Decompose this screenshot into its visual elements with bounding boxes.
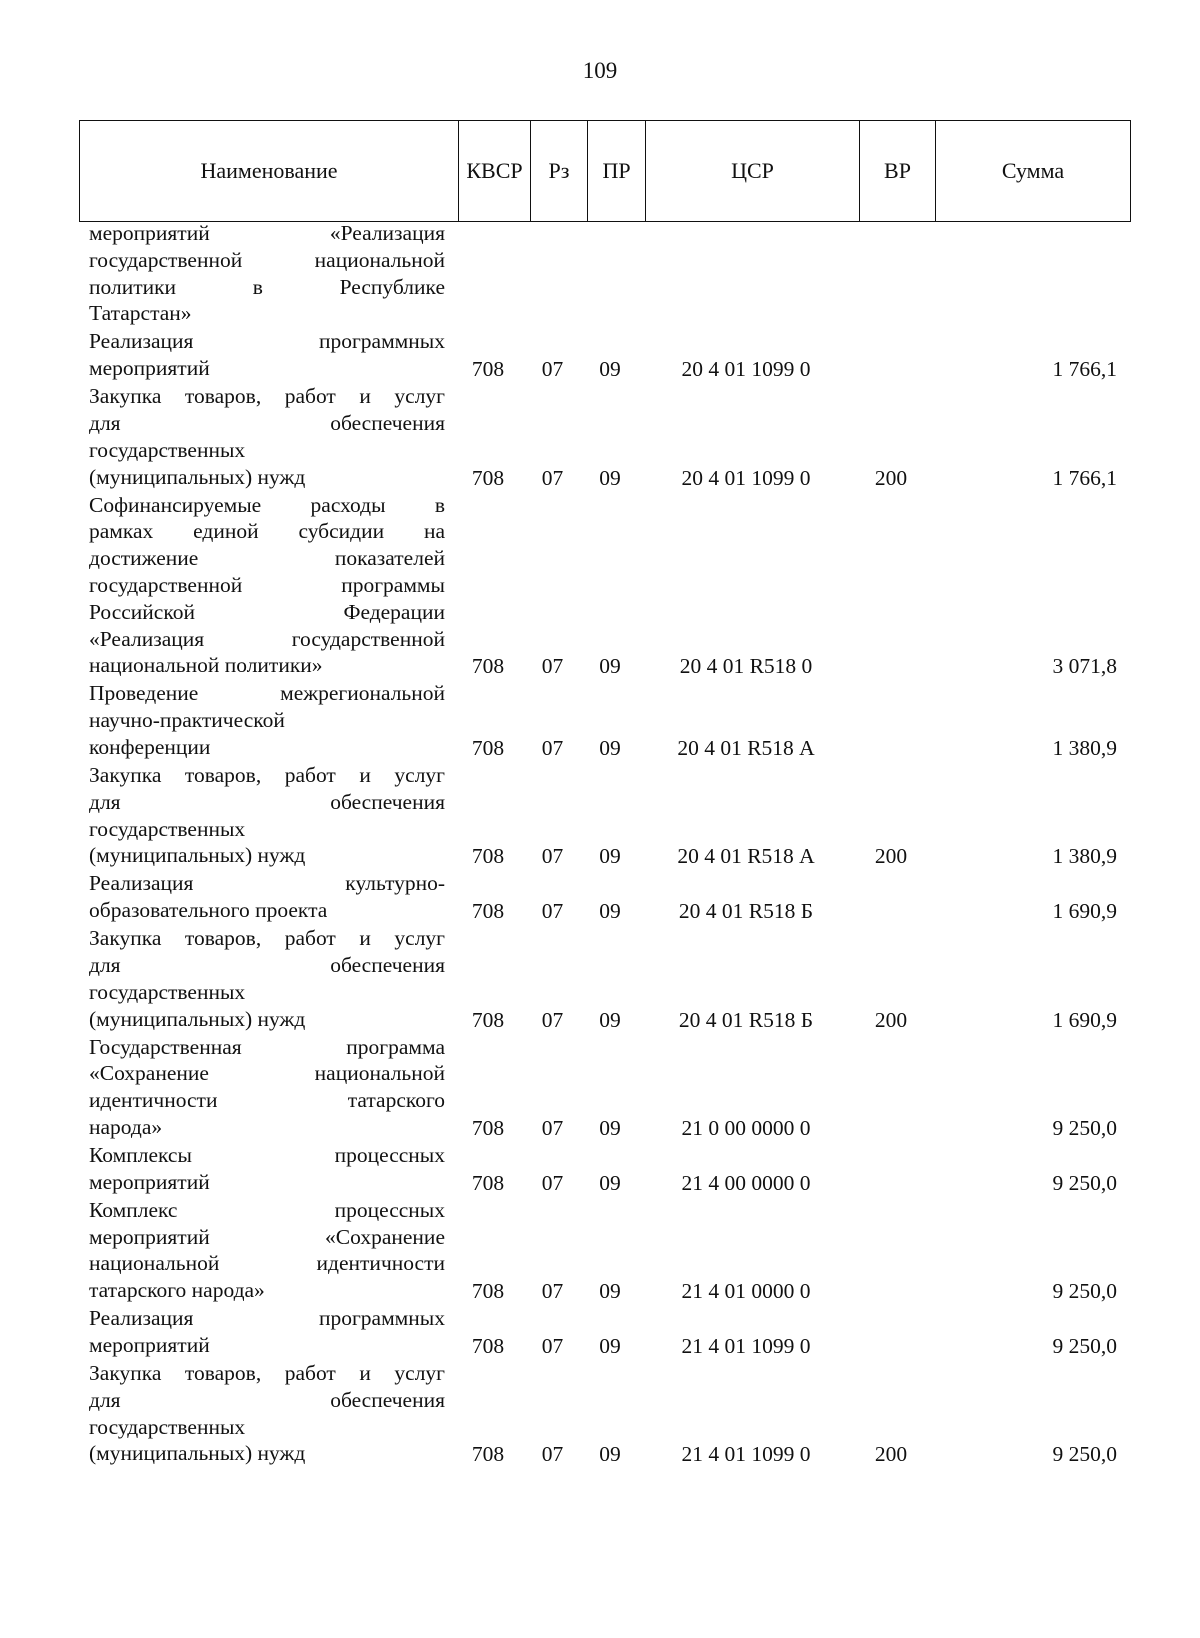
row-name-line: народа» bbox=[89, 1114, 163, 1139]
row-pr: 09 bbox=[599, 654, 621, 679]
row-kvsr: 708 bbox=[471, 1333, 505, 1358]
row-csr: 21 4 01 1099 0 bbox=[681, 1333, 811, 1358]
row-name-line: для обеспечения bbox=[89, 952, 445, 977]
header-csr: ЦСР bbox=[646, 121, 860, 221]
row-name-line: национальной идентичности bbox=[89, 1251, 445, 1276]
row-name-line: Закупка товаров, работ и услуг bbox=[89, 1361, 445, 1385]
row-name-line: «Реализация государственной bbox=[89, 626, 445, 651]
row-name-line: (муниципальных) нужд bbox=[89, 1006, 306, 1031]
row-name-line: мероприятий bbox=[89, 356, 210, 381]
row-pr: 09 bbox=[599, 1115, 621, 1140]
row-name-line: Закупка товаров, работ и услуг bbox=[89, 926, 445, 951]
row-vr: 200 bbox=[874, 1442, 908, 1467]
row-sum: 9 250,0 bbox=[1052, 1170, 1117, 1195]
row-name-line: Проведение межрегиональной bbox=[89, 681, 445, 706]
row-name-line: мероприятий bbox=[89, 1169, 210, 1194]
row-sum: 9 250,0 bbox=[1052, 1279, 1117, 1304]
row-sum: 9 250,0 bbox=[1052, 1115, 1117, 1140]
row-csr: 20 4 01 1099 0 bbox=[681, 465, 811, 490]
row-rz: 07 bbox=[541, 1007, 564, 1032]
header-kvsr: КВСР bbox=[459, 121, 531, 221]
row-name bbox=[89, 383, 445, 490]
row-pr: 09 bbox=[599, 357, 621, 382]
row-pr: 09 bbox=[599, 844, 621, 869]
row-kvsr: 708 bbox=[471, 1007, 505, 1032]
row-name bbox=[89, 1305, 445, 1359]
row-kvsr: 708 bbox=[471, 899, 505, 924]
row-sum: 1 766,1 bbox=[1052, 357, 1117, 382]
row-vr: 200 bbox=[874, 844, 908, 869]
row-name-line: национальной политики» bbox=[89, 653, 323, 678]
row-csr: 20 4 01 R518 0 bbox=[679, 654, 813, 679]
row-name-line: Государственная программа bbox=[89, 1034, 445, 1059]
row-rz: 07 bbox=[541, 1279, 564, 1304]
row-name bbox=[89, 1360, 445, 1467]
row-kvsr: 708 bbox=[471, 1170, 505, 1195]
row-csr: 20 4 01 R518 Б bbox=[678, 1007, 814, 1032]
row-name-line: государственных bbox=[89, 979, 246, 1004]
row-vr: 200 bbox=[874, 465, 908, 490]
row-csr: 20 4 01 R518 А bbox=[677, 844, 815, 869]
row-name bbox=[89, 220, 445, 327]
row-kvsr: 708 bbox=[471, 465, 505, 490]
row-kvsr: 708 bbox=[471, 1442, 505, 1467]
row-name-line: Татарстан» bbox=[89, 301, 192, 326]
row-name bbox=[89, 870, 445, 924]
row-sum: 1 380,9 bbox=[1052, 735, 1117, 760]
row-name-line: для обеспечения bbox=[89, 410, 445, 435]
row-rz: 07 bbox=[541, 735, 564, 760]
row-name-line: государственных bbox=[89, 1414, 246, 1439]
row-rz: 07 bbox=[541, 465, 564, 490]
row-sum: 1 690,9 bbox=[1052, 1007, 1117, 1032]
row-name-line: Реализация программных bbox=[89, 1306, 445, 1331]
row-pr: 09 bbox=[599, 899, 621, 924]
row-name-line: (муниципальных) нужд bbox=[89, 1441, 306, 1466]
row-name bbox=[89, 925, 445, 1032]
row-csr: 21 4 00 0000 0 bbox=[681, 1170, 811, 1195]
row-name-line: Реализация программных bbox=[89, 329, 445, 354]
row-name-line: государственных bbox=[89, 816, 246, 841]
row-pr: 09 bbox=[599, 465, 621, 490]
row-name-line: идентичности татарского bbox=[89, 1088, 445, 1113]
row-name-line: государственных bbox=[89, 437, 246, 462]
row-sum: 1 690,9 bbox=[1052, 899, 1117, 924]
row-name-line: государственной национальной bbox=[89, 247, 445, 272]
row-name-line: для обеспечения bbox=[89, 789, 445, 814]
row-csr: 20 4 01 R518 А bbox=[677, 735, 815, 760]
row-kvsr: 708 bbox=[471, 735, 505, 760]
row-name-line: мероприятий bbox=[89, 1332, 210, 1357]
header-pr: ПР bbox=[588, 121, 646, 221]
row-csr: 21 4 01 0000 0 bbox=[681, 1279, 811, 1304]
row-rz: 07 bbox=[541, 654, 564, 679]
row-pr: 09 bbox=[599, 1442, 621, 1467]
row-kvsr: 708 bbox=[471, 1279, 505, 1304]
row-pr: 09 bbox=[599, 1170, 621, 1195]
row-name-line: Реализация культурно- bbox=[89, 871, 445, 896]
row-csr: 21 4 01 1099 0 bbox=[681, 1442, 811, 1467]
row-name bbox=[89, 680, 445, 760]
row-kvsr: 708 bbox=[471, 1115, 505, 1140]
row-rz: 07 bbox=[541, 899, 564, 924]
row-sum: 3 071,8 bbox=[1052, 654, 1117, 679]
header-name: Наименование bbox=[80, 121, 459, 221]
row-name-line: Софинансируемые расходы в bbox=[89, 492, 445, 517]
row-sum: 9 250,0 bbox=[1052, 1333, 1117, 1358]
row-name-line: научно-практической bbox=[89, 708, 285, 733]
row-name bbox=[89, 328, 445, 382]
row-kvsr: 708 bbox=[471, 357, 505, 382]
page-number: 109 bbox=[582, 58, 618, 83]
row-csr: 21 0 00 0000 0 bbox=[681, 1115, 811, 1140]
row-name bbox=[89, 1197, 445, 1304]
row-rz: 07 bbox=[541, 357, 564, 382]
row-name-line: для обеспечения bbox=[89, 1387, 445, 1412]
row-pr: 09 bbox=[599, 1279, 621, 1304]
row-rz: 07 bbox=[541, 1170, 564, 1195]
row-name-line: образовательного проекта bbox=[89, 898, 328, 923]
row-name bbox=[89, 1034, 445, 1141]
row-kvsr: 708 bbox=[471, 654, 505, 679]
row-name-line: «Сохранение национальной bbox=[89, 1061, 445, 1086]
row-name-line: мероприятий «Сохранение bbox=[89, 1224, 445, 1249]
row-name-line: конференции bbox=[89, 734, 211, 759]
row-pr: 09 bbox=[599, 735, 621, 760]
row-name-line: (муниципальных) нужд bbox=[89, 464, 306, 489]
row-pr: 09 bbox=[599, 1333, 621, 1358]
row-name-line: политики в Республике bbox=[89, 274, 445, 299]
row-pr: 09 bbox=[599, 1007, 621, 1032]
row-sum: 9 250,0 bbox=[1052, 1442, 1117, 1467]
row-name-line: татарского народа» bbox=[89, 1278, 265, 1303]
row-name bbox=[89, 762, 445, 869]
header-rz: Рз bbox=[531, 121, 588, 221]
row-name-line: рамках единой субсидии на bbox=[89, 519, 445, 544]
row-name-line: Закупка товаров, работ и услуг bbox=[89, 384, 445, 409]
row-name-line: Комплекс процессных bbox=[89, 1197, 445, 1222]
row-sum: 1 380,9 bbox=[1052, 844, 1117, 869]
row-kvsr: 708 bbox=[471, 844, 505, 869]
header-sum: Сумма bbox=[1001, 158, 1065, 183]
row-rz: 07 bbox=[541, 844, 564, 869]
row-rz: 07 bbox=[541, 1115, 564, 1140]
row-name-line: (муниципальных) нужд bbox=[89, 843, 306, 868]
row-csr: 20 4 01 1099 0 bbox=[681, 357, 811, 382]
row-sum: 1 766,1 bbox=[1052, 465, 1117, 490]
row-vr: 200 bbox=[874, 1007, 908, 1032]
row-name-line: Российской Федерации bbox=[89, 599, 445, 624]
row-name-line: государственной программы bbox=[89, 572, 445, 597]
row-rz: 07 bbox=[541, 1333, 564, 1358]
row-name-line: Закупка товаров, работ и услуг bbox=[89, 763, 445, 787]
row-name-line: мероприятий «Реализация bbox=[89, 221, 445, 245]
row-rz: 07 bbox=[541, 1442, 564, 1467]
row-name bbox=[89, 1142, 445, 1196]
row-name-line: достижение показателей bbox=[89, 546, 445, 571]
header-vr: ВР bbox=[860, 121, 936, 221]
row-name bbox=[89, 492, 445, 680]
row-csr: 20 4 01 R518 Б bbox=[678, 899, 814, 924]
row-name-line: Комплексы процессных bbox=[89, 1143, 445, 1167]
